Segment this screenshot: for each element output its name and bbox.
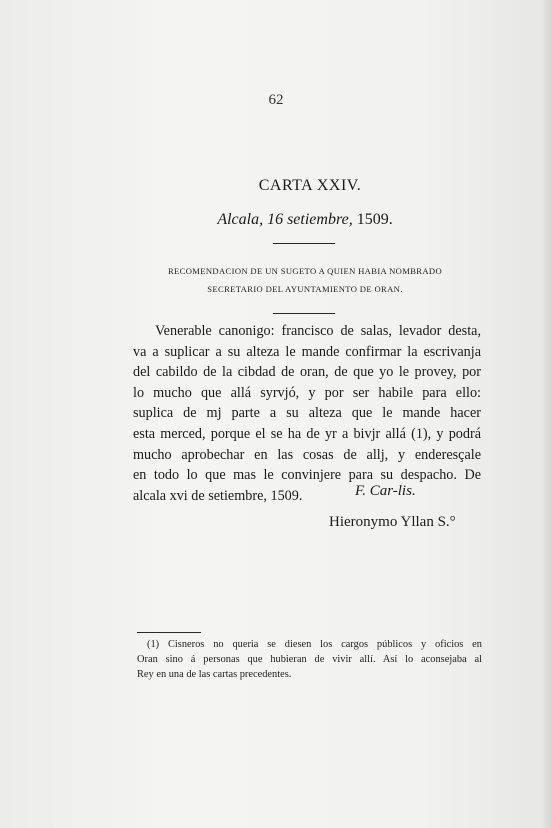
date-place: Alcala, — [217, 211, 264, 228]
body-line: lo mucho que allá syrvjó, y por ser habile para ello: — [133, 384, 481, 401]
letter-title: CARTA XXIV. — [258, 177, 362, 194]
body-line: alcala xvi de setiembre, 1509. — [133, 487, 303, 504]
top-divider-rule — [273, 243, 335, 244]
letter-dateline — [0, 211, 552, 229]
letter-summary — [130, 262, 480, 298]
body-line: del cabildo de la cibdad de oran, de que yo le provey, por — [133, 364, 481, 381]
summary-line: SECRETARIO DEL AYUNTAMIENTO DE ORAN. — [207, 284, 403, 294]
secretary-signature: Hieronymo Yllan S.° — [329, 514, 456, 530]
footnote-rule — [137, 632, 201, 633]
date-day-month: 16 setiembre, — [267, 211, 353, 228]
page-number: 62 — [268, 92, 284, 108]
body-line: Venerable canonigo: francisco de salas, levador desta, — [155, 323, 481, 339]
page-edge-shadow — [542, 0, 552, 828]
signature: F. Car-lis. — [355, 483, 416, 499]
letter-body — [133, 321, 481, 506]
body-line: mucho aprobechar en las cosas de allj, y enderesçale — [133, 446, 481, 463]
footnote — [137, 637, 482, 682]
footnote-line: Oran sino á personas que hubieran de vivir allí. Así lo aconsejaba al — [137, 654, 482, 665]
body-line: suplica de mj parte a su alteza que le mande hacer — [133, 405, 481, 422]
body-line: en todo lo que mas le convinjere para su despacho. De — [133, 467, 481, 484]
footnote-line: Rey en una de las cartas precedentes. — [137, 669, 292, 680]
summary-line: RECOMENDACION DE UN SUGETO A QUIEN HABIA NOMBRADO — [167, 266, 443, 276]
date-year: 1509. — [356, 211, 393, 228]
footnote-line: (1) Cisneros no queria se diesen los cargos públicos y oficios en — [147, 639, 482, 650]
body-line: va a suplicar a su alteza le mande confirmar la escrivanja — [133, 343, 481, 360]
body-line: esta merced, porque el se ha de yr a bivjr allá (1), y podrá — [133, 425, 481, 442]
summary-divider-rule — [273, 313, 335, 314]
